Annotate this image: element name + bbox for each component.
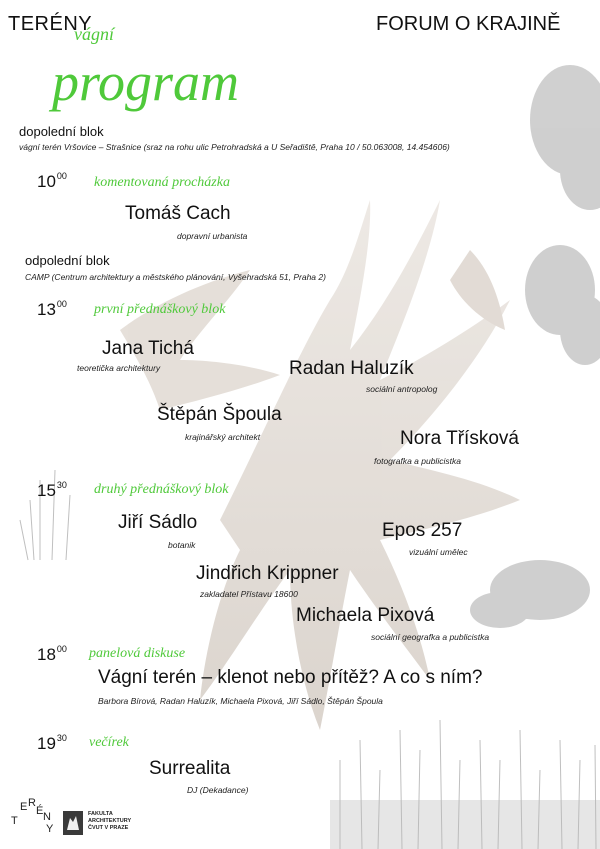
speaker-name: Epos 257 (382, 520, 463, 541)
faculty-line: FAKULTA (88, 811, 113, 817)
panel-title: Vágní terén – klenot nebo přítěž? A co s ním? (98, 667, 483, 688)
party-name: Surrealita (149, 758, 231, 779)
session-label-first-lectures: první přednáškový blok (94, 302, 226, 317)
tereny-logo (10, 797, 54, 837)
speaker-role: botanik (168, 540, 196, 550)
speaker-name: Nora Třísková (400, 428, 519, 449)
time-slot-4 (37, 645, 67, 665)
speaker-name: Jindřich Krippner (196, 563, 339, 584)
speaker-name: Štěpán Špoula (157, 404, 282, 425)
time-slot-3 (37, 481, 67, 501)
time-minutes: 00 (56, 644, 67, 654)
session-label-panel: panelová diskuse (89, 646, 186, 661)
speaker-role: fotografka a publicistka (374, 456, 461, 466)
time-hour: 13 (37, 300, 56, 319)
speaker-role: dopravní urbanista (177, 231, 248, 241)
speaker-name: Radan Haluzík (289, 358, 414, 379)
logo-letter: T (11, 815, 18, 827)
faculty-line: ARCHITEKTURY (88, 818, 132, 824)
time-minutes: 00 (56, 171, 67, 181)
faculty-line: ČVUT V PRAZE (88, 825, 129, 831)
logo-letter: R (28, 797, 36, 809)
session-label-second-lectures: druhý přednáškový blok (94, 482, 229, 497)
time-hour: 19 (37, 734, 56, 753)
speaker-role: zakladatel Přístavu 18600 (200, 589, 298, 599)
speaker-role: vizuální umělec (409, 547, 468, 557)
morning-block-title: dopolední blok (19, 124, 104, 139)
time-minutes: 30 (56, 480, 67, 490)
time-slot-2 (37, 300, 67, 320)
logo-letter: Y (46, 823, 54, 835)
speaker-role: krajinářský architekt (185, 432, 261, 442)
brand-main: TERÉNY (8, 13, 93, 35)
time-hour: 10 (37, 172, 56, 191)
morning-block-location: vágní terén Vršovice – Strašnice (sraz na rohu ulic Petrohradská a U Seřadiště, Praha 10 / 50.063008, 14.454606) (19, 142, 450, 152)
speaker-role: sociální geografka a publicistka (371, 632, 490, 642)
panel-participants: Barbora Bírová, Radan Haluzík, Michaela Pixová, Jiří Sádlo, Štěpán Špoula (98, 696, 383, 706)
session-label-walk: komentovaná procházka (94, 175, 230, 190)
speaker-role: teoretička architektury (77, 363, 161, 373)
time-minutes: 30 (56, 733, 67, 743)
event-title: FORUM O KRAJINĚ (376, 13, 561, 35)
speaker-name: Jana Tichá (102, 338, 194, 359)
session-label-party: večírek (89, 735, 129, 750)
speaker-name: Michaela Pixová (296, 605, 435, 626)
speaker-role: sociální antropolog (366, 384, 438, 394)
afternoon-block-location: CAMP (Centrum architektury a městského plánování, Vyšehradská 51, Praha 2) (25, 272, 326, 282)
logo-letter: E (20, 801, 28, 813)
program-heading: program (52, 52, 240, 112)
time-slot-1 (37, 172, 67, 192)
logo-letter: É (36, 805, 44, 817)
brand-sub: vágní (74, 24, 114, 44)
time-slot-5 (37, 734, 67, 754)
time-hour: 15 (37, 481, 56, 500)
time-hour: 18 (37, 645, 56, 664)
party-role: DJ (Dekadance) (187, 785, 249, 795)
speaker-name: Tomáš Cach (125, 203, 231, 224)
time-minutes: 00 (56, 299, 67, 309)
speaker-name: Jiří Sádlo (118, 512, 198, 533)
logo-letter: N (43, 811, 51, 823)
faculty-name (88, 811, 131, 832)
cvut-lion-emblem-icon (62, 810, 84, 836)
afternoon-block-title: odpolední blok (25, 253, 110, 268)
